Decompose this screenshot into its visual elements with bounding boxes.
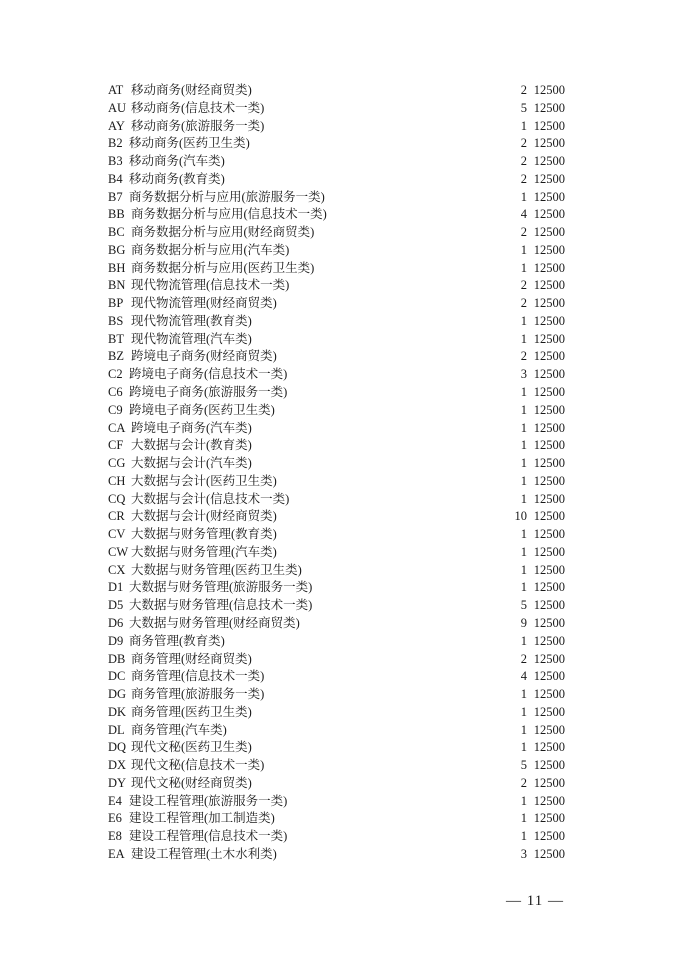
program-amount: 12500 (533, 775, 565, 790)
program-amount: 12500 (533, 385, 565, 400)
program-name: 大数据与会计(医药卫生类) (131, 473, 277, 488)
program-count: 2 (520, 775, 527, 790)
program-code: EA (108, 846, 125, 861)
program-name: 大数据与会计(汽车类) (131, 456, 252, 471)
program-amount: 12500 (533, 740, 565, 755)
program-name: 建设工程管理(加工制造类) (129, 811, 275, 826)
list-item (108, 757, 578, 775)
list-item (108, 153, 578, 171)
list-item (108, 704, 578, 722)
program-code: DG (108, 687, 127, 702)
program-name: 移动商务(汽车类) (129, 154, 225, 169)
program-count: 1 (520, 189, 527, 204)
program-amount: 12500 (533, 136, 565, 151)
program-name: 商务管理(旅游服务一类) (131, 687, 265, 702)
page-number: — 11 — (506, 893, 564, 909)
list-item (108, 651, 578, 669)
program-code: BP (108, 296, 124, 311)
program-list (108, 82, 578, 864)
program-count: 1 (520, 420, 527, 435)
list-item (108, 242, 578, 260)
program-code: BH (108, 260, 126, 275)
program-count: 1 (520, 456, 527, 471)
program-code: C9 (108, 402, 123, 417)
program-name: 现代物流管理(教育类) (131, 313, 252, 328)
program-count: 4 (520, 669, 527, 684)
program-name: 现代物流管理(信息技术一类) (131, 278, 290, 293)
program-name: 大数据与财务管理(医药卫生类) (131, 562, 302, 577)
list-item (108, 526, 578, 544)
list-item (108, 295, 578, 313)
program-amount: 12500 (533, 242, 565, 257)
list-item (108, 171, 578, 189)
program-count: 1 (520, 740, 527, 755)
program-count: 2 (520, 225, 527, 240)
program-amount: 12500 (533, 580, 565, 595)
program-code: CF (108, 438, 124, 453)
program-code: DC (108, 669, 126, 684)
program-name: 移动商务(信息技术一类) (131, 100, 265, 115)
program-amount: 12500 (533, 687, 565, 702)
program-count: 1 (520, 438, 527, 453)
program-name: 跨境电子商务(信息技术一类) (129, 367, 288, 382)
list-item (108, 491, 578, 509)
list-item (108, 455, 578, 473)
program-code: AY (108, 118, 125, 133)
program-code: DK (108, 704, 127, 719)
list-item (108, 562, 578, 580)
program-count: 1 (520, 580, 527, 595)
list-item (108, 810, 578, 828)
program-count: 9 (520, 615, 527, 630)
program-amount: 12500 (533, 402, 565, 417)
program-amount: 12500 (533, 313, 565, 328)
list-item (108, 260, 578, 278)
program-name: 跨境电子商务(汽车类) (131, 420, 252, 435)
program-amount: 12500 (533, 83, 565, 97)
program-count: 1 (520, 562, 527, 577)
program-name: 现代物流管理(汽车类) (131, 331, 252, 346)
program-amount: 12500 (533, 171, 565, 186)
list-item (108, 224, 578, 242)
program-code: E6 (108, 811, 122, 826)
program-amount: 12500 (533, 633, 565, 648)
program-name: 商务管理(财经商贸类) (131, 651, 252, 666)
program-code: BS (108, 313, 124, 328)
program-amount: 12500 (533, 793, 565, 808)
program-name: 现代文秘(医药卫生类) (131, 740, 252, 755)
program-count: 1 (520, 260, 527, 275)
program-amount: 12500 (533, 100, 565, 115)
program-amount: 12500 (533, 438, 565, 453)
program-amount: 12500 (533, 473, 565, 488)
program-amount: 12500 (533, 296, 565, 311)
program-code: CA (108, 420, 126, 435)
list-item (108, 277, 578, 295)
list-item (108, 100, 578, 118)
program-code: BC (108, 225, 125, 240)
program-count: 1 (520, 331, 527, 346)
program-amount: 12500 (533, 651, 565, 666)
list-item (108, 82, 578, 100)
program-count: 3 (520, 846, 527, 861)
program-amount: 12500 (533, 829, 565, 844)
program-count: 2 (520, 349, 527, 364)
program-amount: 12500 (533, 704, 565, 719)
program-count: 2 (520, 651, 527, 666)
program-amount: 12500 (533, 278, 565, 293)
program-amount: 12500 (533, 758, 565, 773)
program-amount: 12500 (533, 509, 565, 524)
program-name: 建设工程管理(旅游服务一类) (129, 793, 288, 808)
list-item (108, 473, 578, 491)
program-count: 2 (520, 154, 527, 169)
program-amount: 12500 (533, 189, 565, 204)
program-code: BG (108, 242, 126, 257)
program-code: C2 (108, 367, 123, 382)
program-count: 3 (520, 367, 527, 382)
program-amount: 12500 (533, 615, 565, 630)
program-name: 商务数据分析与应用(信息技术一类) (131, 207, 327, 222)
program-count: 1 (520, 385, 527, 400)
program-count: 2 (520, 171, 527, 186)
program-count: 1 (520, 402, 527, 417)
list-item (108, 508, 578, 526)
program-code: B7 (108, 189, 123, 204)
program-name: 商务管理(医药卫生类) (131, 704, 252, 719)
list-item (108, 384, 578, 402)
program-code: BB (108, 207, 125, 222)
list-item (108, 668, 578, 686)
program-amount: 12500 (533, 207, 565, 222)
program-name: 现代文秘(财经商贸类) (131, 775, 252, 790)
program-name: 跨境电子商务(财经商贸类) (131, 349, 277, 364)
program-amount: 12500 (533, 811, 565, 826)
list-item (108, 597, 578, 615)
program-name: 大数据与财务管理(汽车类) (131, 544, 277, 559)
program-amount: 12500 (533, 598, 565, 613)
program-code: DQ (108, 740, 127, 755)
program-amount: 12500 (533, 527, 565, 542)
program-count: 1 (520, 687, 527, 702)
program-count: 1 (520, 722, 527, 737)
program-count: 4 (520, 207, 527, 222)
program-name: 现代物流管理(财经商贸类) (131, 296, 277, 311)
program-count: 2 (520, 296, 527, 311)
program-code: CG (108, 456, 126, 471)
program-code: D6 (108, 615, 124, 630)
program-code: CX (108, 562, 126, 577)
program-amount: 12500 (533, 722, 565, 737)
program-name: 商务管理(教育类) (129, 633, 225, 648)
program-code: CV (108, 527, 126, 542)
list-item (108, 686, 578, 704)
program-count: 1 (520, 811, 527, 826)
list-item (108, 846, 578, 864)
list-item (108, 579, 578, 597)
program-code: DX (108, 758, 127, 773)
list-item (108, 722, 578, 740)
list-item (108, 793, 578, 811)
program-amount: 12500 (533, 420, 565, 435)
program-name: 移动商务(财经商贸类) (131, 83, 252, 97)
list-item (108, 189, 578, 207)
list-item (108, 828, 578, 846)
program-code: CW (108, 544, 129, 559)
program-name: 商务数据分析与应用(汽车类) (131, 242, 290, 257)
program-name: 跨境电子商务(旅游服务一类) (129, 385, 288, 400)
program-name: 大数据与财务管理(信息技术一类) (129, 598, 313, 613)
program-count: 2 (520, 278, 527, 293)
program-name: 商务数据分析与应用(财经商贸类) (131, 225, 315, 240)
program-count: 1 (520, 473, 527, 488)
program-code: D9 (108, 633, 124, 648)
program-code: CH (108, 473, 126, 488)
program-amount: 12500 (533, 562, 565, 577)
program-name: 建设工程管理(土木水利类) (131, 846, 277, 861)
program-count: 1 (520, 633, 527, 648)
program-amount: 12500 (533, 349, 565, 364)
program-code: B2 (108, 136, 123, 151)
program-code: B3 (108, 154, 123, 169)
program-count: 1 (520, 242, 527, 257)
program-amount: 12500 (533, 456, 565, 471)
list-item (108, 366, 578, 384)
program-code: E4 (108, 793, 122, 808)
program-code: B4 (108, 171, 123, 186)
program-name: 大数据与会计(教育类) (131, 438, 252, 453)
program-count: 1 (520, 704, 527, 719)
program-count: 1 (520, 527, 527, 542)
program-name: 大数据与财务管理(教育类) (131, 527, 277, 542)
program-count: 5 (520, 100, 527, 115)
program-code: D1 (108, 580, 124, 595)
program-code: BN (108, 278, 126, 293)
program-code: AT (108, 83, 124, 97)
list-item (108, 206, 578, 224)
list-item (108, 135, 578, 153)
list-item (108, 313, 578, 331)
list-item (108, 739, 578, 757)
program-amount: 12500 (533, 331, 565, 346)
program-name: 移动商务(旅游服务一类) (131, 118, 265, 133)
program-count: 2 (520, 83, 527, 97)
program-amount: 12500 (533, 225, 565, 240)
list-item (108, 402, 578, 420)
list-item (108, 633, 578, 651)
program-amount: 12500 (533, 846, 565, 861)
program-code: E8 (108, 829, 122, 844)
list-item (108, 420, 578, 438)
program-name: 大数据与会计(财经商贸类) (131, 509, 277, 524)
program-name: 商务数据分析与应用(旅游服务一类) (129, 189, 325, 204)
program-code: DB (108, 651, 126, 666)
program-name: 大数据与会计(信息技术一类) (131, 491, 290, 506)
program-amount: 12500 (533, 367, 565, 382)
program-name: 移动商务(医药卫生类) (129, 136, 250, 151)
program-count: 5 (520, 598, 527, 613)
program-code: DY (108, 775, 127, 790)
program-count: 1 (520, 829, 527, 844)
program-name: 跨境电子商务(医药卫生类) (129, 402, 275, 417)
program-count: 10 (514, 509, 527, 524)
program-name: 现代文秘(信息技术一类) (131, 758, 265, 773)
list-item (108, 331, 578, 349)
list-item (108, 544, 578, 562)
program-name: 商务管理(信息技术一类) (131, 669, 265, 684)
program-count: 1 (520, 793, 527, 808)
program-code: DL (108, 722, 125, 737)
program-count: 2 (520, 136, 527, 151)
program-amount: 12500 (533, 154, 565, 169)
program-amount: 12500 (533, 260, 565, 275)
list-item (108, 118, 578, 136)
program-count: 1 (520, 544, 527, 559)
program-name: 移动商务(教育类) (129, 171, 225, 186)
program-name: 建设工程管理(信息技术一类) (129, 829, 288, 844)
program-count: 5 (520, 758, 527, 773)
program-name: 商务管理(汽车类) (131, 722, 227, 737)
program-name: 大数据与财务管理(财经商贸类) (129, 615, 300, 630)
program-name: 商务数据分析与应用(医药卫生类) (131, 260, 315, 275)
program-code: BT (108, 331, 124, 346)
program-code: CR (108, 509, 125, 524)
program-code: CQ (108, 491, 126, 506)
program-code: C6 (108, 385, 123, 400)
program-amount: 12500 (533, 118, 565, 133)
program-amount: 12500 (533, 669, 565, 684)
program-code: BZ (108, 349, 124, 364)
list-item (108, 615, 578, 633)
program-count: 1 (520, 118, 527, 133)
program-amount: 12500 (533, 544, 565, 559)
program-count: 1 (520, 491, 527, 506)
program-code: D5 (108, 598, 124, 613)
list-item (108, 775, 578, 793)
program-amount: 12500 (533, 491, 565, 506)
list-item (108, 437, 578, 455)
program-count: 1 (520, 313, 527, 328)
list-item (108, 348, 578, 366)
program-name: 大数据与财务管理(旅游服务一类) (129, 580, 313, 595)
program-code: AU (108, 100, 127, 115)
